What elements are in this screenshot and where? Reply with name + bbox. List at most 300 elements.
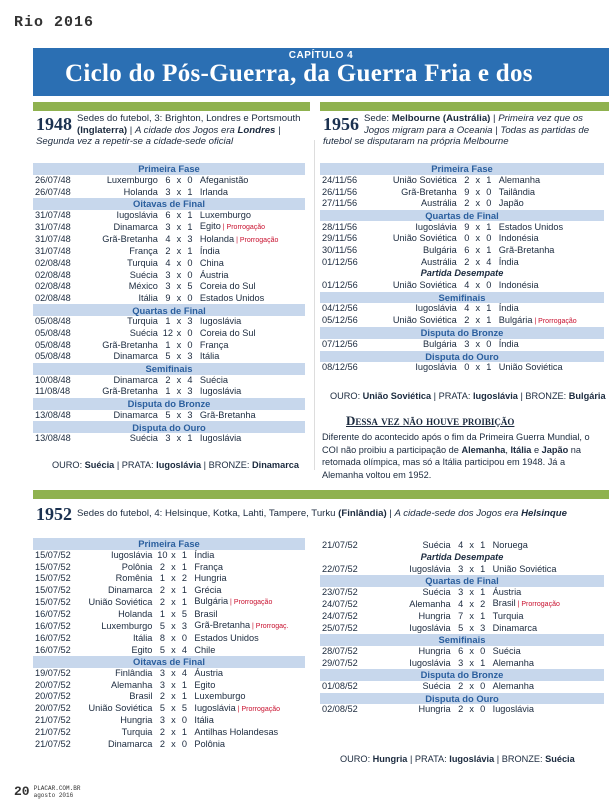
extra-time-note: | Prorrogaç. (250, 623, 289, 631)
away-team: Coreia do Sul (199, 328, 256, 339)
match-date: 13/08/48 (35, 409, 71, 420)
away-team: Noruega (492, 540, 528, 551)
match-date: 11/08/48 (35, 386, 71, 397)
home-score: 2 (159, 561, 165, 572)
match-row (320, 611, 604, 623)
away-score: 5 (181, 703, 187, 714)
away-score: 0 (486, 186, 492, 197)
home-team: Romênia (115, 573, 153, 584)
away-team: Tailândia (498, 186, 536, 197)
phase-header (320, 351, 604, 363)
home-team: União Soviética (88, 703, 153, 714)
away-score: 1 (480, 586, 486, 597)
match-row (320, 646, 604, 658)
phase-title: Oitavas de Final (33, 198, 305, 210)
away-team: Grã-Bretanha | Prorrogaç. (194, 620, 289, 631)
home-score: 2 (165, 374, 171, 385)
home-team: Grã-Bretanha (102, 339, 158, 350)
away-score: 3 (187, 316, 193, 327)
score-separator: x (171, 561, 176, 572)
away-team: Iugoslávia (199, 316, 242, 327)
home-score: 8 (159, 632, 165, 643)
away-score: 0 (181, 632, 187, 643)
phase-title: Primeira Fase (33, 538, 305, 550)
away-team: Dinamarca (492, 622, 538, 633)
home-team: Holanda (123, 186, 158, 197)
home-team: México (128, 281, 158, 292)
score-separator: x (176, 328, 182, 339)
score-separator: x (475, 233, 481, 244)
home-team: Finlândia (115, 667, 153, 678)
away-score: 1 (480, 657, 486, 668)
home-score: 1 (159, 608, 165, 619)
away-team: Itália (199, 351, 220, 362)
away-team: Irlanda (199, 186, 228, 197)
away-score: 0 (480, 704, 486, 715)
home-team: União Soviética (88, 596, 153, 607)
away-score: 1 (486, 245, 492, 255)
phase-header (320, 575, 604, 587)
match-row (33, 550, 305, 562)
home-score: 3 (458, 657, 464, 668)
home-score: 3 (165, 433, 171, 444)
away-score: 1 (480, 610, 486, 621)
home-score: 5 (165, 351, 171, 362)
score-separator: x (469, 681, 474, 692)
match-date: 05/08/48 (35, 339, 71, 350)
match-row (320, 362, 604, 374)
away-score: 1 (486, 303, 492, 314)
match-row (320, 280, 604, 292)
page-number: 20 (14, 784, 30, 799)
score-separator: x (475, 303, 481, 314)
away-score: 0 (480, 645, 486, 656)
home-score: 2 (464, 174, 470, 185)
away-score: 1 (181, 584, 187, 595)
away-team: Luxemburgo (199, 209, 251, 220)
home-team: Suécia (129, 433, 158, 444)
match-row (33, 644, 305, 656)
match-date: 13/08/48 (35, 433, 71, 444)
phase-title: Disputa do Bronze (33, 398, 305, 410)
score-separator: x (176, 339, 182, 350)
away-score: 1 (187, 246, 193, 257)
home-team: Suécia (422, 586, 451, 597)
match-row (33, 269, 305, 281)
home-score: 1 (159, 573, 165, 584)
score-separator: x (475, 198, 481, 209)
away-team: Indonésia (498, 280, 539, 291)
phase-title: Disputa do Bronze (320, 669, 604, 681)
score-separator: x (469, 704, 474, 715)
home-team: Grã-Bretanha (102, 386, 158, 397)
match-date: 29/11/56 (322, 233, 358, 244)
home-team: Alemanha (409, 598, 451, 609)
header-1956 (323, 113, 606, 155)
match-date: 05/08/48 (35, 316, 71, 327)
results-1952-left (33, 538, 305, 750)
score-separator: x (469, 563, 474, 574)
away-team: Iugoslávia (199, 386, 242, 397)
home-score: 0 (464, 233, 470, 244)
phase-header (33, 163, 305, 175)
phase-header (33, 656, 305, 668)
match-row (33, 351, 305, 363)
phase-header (320, 210, 604, 222)
home-team: Grã-Bretanha (102, 234, 158, 245)
away-score: 0 (486, 339, 492, 350)
match-row (33, 316, 305, 328)
phase-title: Disputa do Ouro (33, 421, 305, 433)
home-score: 2 (464, 256, 470, 267)
away-score: 3 (480, 622, 486, 633)
away-score: 1 (480, 563, 486, 574)
score-separator: x (176, 351, 182, 362)
match-date: 10/08/48 (35, 374, 71, 385)
home-team: Bulgária (423, 339, 457, 350)
match-date: 28/11/56 (322, 221, 358, 232)
match-row (33, 739, 305, 751)
away-team: Estados Unidos (498, 221, 564, 232)
home-score: 2 (464, 198, 470, 209)
away-team: Hungria (194, 573, 227, 584)
away-score: 1 (187, 221, 193, 232)
score-separator: x (176, 269, 182, 280)
match-date: 02/08/48 (35, 281, 71, 292)
match-row (320, 186, 604, 198)
match-date: 01/12/56 (322, 280, 358, 291)
match-date: 21/07/52 (35, 738, 71, 749)
desc-1956: Sede: Melbourne (Austrália) | Primeira vez que os Jogos migram para a Oceania | Todas as partidas de futebol se disputaram na própria Melbourne (323, 113, 590, 148)
match-row (33, 210, 305, 222)
away-team: China (199, 257, 224, 268)
home-score: 5 (159, 703, 165, 714)
away-team: Áustria (194, 667, 223, 678)
phase-title: Semifinais (33, 363, 305, 375)
phase-header (33, 398, 305, 410)
home-team: Dinamarca (107, 738, 153, 749)
home-team: União Soviética (392, 315, 457, 326)
match-date: 01/12/56 (322, 256, 358, 267)
score-separator: x (171, 549, 176, 560)
home-team: Grã-Bretanha (401, 186, 457, 197)
match-row (33, 340, 305, 352)
home-team: Dinamarca (113, 221, 158, 232)
away-score: 0 (187, 292, 193, 303)
away-score: 0 (181, 715, 187, 726)
match-date: 04/12/56 (322, 303, 358, 314)
home-team: Iugoslávia (409, 622, 451, 633)
section-divider-1952 (33, 490, 609, 499)
match-row (320, 303, 604, 315)
phase-title: Partida Desempate (320, 268, 604, 280)
match-row (33, 410, 305, 422)
score-separator: x (475, 186, 481, 197)
footer-info: PLACAR.COM.BR agosto 2016 (33, 784, 81, 799)
away-score: 3 (181, 620, 187, 631)
match-row (320, 175, 604, 187)
home-score: 3 (165, 221, 171, 232)
phase-header (33, 198, 305, 210)
home-team: Austrália (421, 256, 457, 267)
home-score: 5 (159, 620, 165, 631)
away-team: Índia (498, 256, 519, 267)
chapter-label: CAPÍTULO 4 (288, 50, 354, 61)
home-team: França (129, 246, 158, 257)
home-team: Brasil (129, 691, 153, 702)
match-row (33, 186, 305, 198)
phase-title: Semifinais (320, 634, 604, 646)
home-score: 3 (464, 339, 470, 350)
match-row (33, 175, 305, 187)
away-team: Suécia (199, 374, 228, 385)
home-score: 3 (159, 679, 165, 690)
phase-title: Primeira Fase (33, 163, 305, 175)
score-separator: x (475, 174, 481, 185)
home-team: Iugoslávia (415, 221, 457, 232)
away-score: 0 (187, 339, 193, 350)
extra-time-note: | Prorrogação (220, 224, 266, 232)
phase-header (320, 693, 604, 705)
score-separator: x (171, 738, 176, 749)
medals-1952: OURO: Hungria | PRATA: Iugoslávia | BRONZE: Suécia (340, 754, 575, 764)
match-date: 23/07/52 (322, 586, 358, 597)
match-row (320, 681, 604, 693)
away-score: 0 (187, 328, 193, 339)
score-separator: x (475, 362, 481, 373)
extra-time-note: | Prorrogação (228, 599, 273, 607)
away-team: Grã-Bretanha (199, 409, 256, 420)
match-row (320, 598, 604, 610)
away-score: 0 (480, 681, 486, 692)
phase-header (320, 163, 604, 175)
away-team: França (199, 339, 229, 350)
match-row (33, 691, 305, 703)
home-team: Iugoslávia (409, 657, 451, 668)
match-row (33, 561, 305, 573)
home-team: Suécia (422, 681, 451, 692)
away-score: 0 (187, 269, 193, 280)
match-date: 16/07/52 (35, 620, 71, 631)
magazine-header: Rio 2016 (14, 14, 95, 31)
header-1952 (36, 503, 606, 525)
match-row (320, 198, 604, 210)
score-separator: x (475, 256, 481, 267)
year-1952: 1952 (36, 504, 72, 524)
match-date: 16/07/52 (35, 644, 71, 655)
phase-header (320, 552, 604, 564)
results-1948 (33, 163, 305, 445)
away-score: 3 (187, 386, 193, 397)
home-score: 2 (159, 727, 165, 738)
away-team: Iugoslávia (199, 433, 242, 444)
match-date: 02/08/48 (35, 292, 71, 303)
away-score: 3 (187, 351, 193, 362)
match-row (33, 281, 305, 293)
match-date: 26/07/48 (35, 174, 71, 185)
phase-title: Semifinais (320, 292, 604, 304)
home-team: Turquia (127, 316, 158, 327)
home-score: 9 (464, 186, 470, 197)
score-separator: x (469, 540, 474, 551)
away-score: 0 (486, 198, 492, 209)
match-row (320, 622, 604, 634)
page-footer (14, 784, 80, 799)
away-team: Áustria (199, 269, 229, 280)
desc-1948: Sedes do futebol, 3: Brighton, Londres e Portsmouth (Inglaterra) | A cidade dos Jogos era Londres | Segunda vez a repetir-se a cidade-sede oficial (36, 113, 301, 148)
away-score: 4 (181, 644, 187, 655)
match-date: 30/11/56 (322, 245, 358, 255)
score-separator: x (171, 703, 176, 714)
match-date: 20/07/52 (35, 703, 71, 714)
score-separator: x (171, 679, 176, 690)
away-score: 0 (187, 257, 193, 268)
match-date: 05/12/56 (322, 315, 358, 326)
home-team: Hungria (120, 715, 153, 726)
home-team: Dinamarca (113, 409, 158, 420)
match-row (33, 246, 305, 258)
match-date: 24/07/52 (322, 610, 358, 621)
away-score: 1 (187, 186, 193, 197)
away-score: 1 (181, 679, 187, 690)
home-team: União Soviética (392, 233, 457, 244)
away-team: Suécia (492, 645, 521, 656)
away-team: Egito (194, 679, 216, 690)
score-separator: x (176, 316, 182, 327)
score-separator: x (469, 598, 474, 609)
score-separator: x (171, 608, 176, 619)
chapter-title: Ciclo do Pós-Guerra, da Guerra Fria e dos (65, 60, 533, 87)
score-separator: x (469, 645, 474, 656)
home-team: Dinamarca (113, 351, 158, 362)
away-score: 1 (187, 209, 193, 220)
medals-1956: OURO: União Soviética | PRATA: Iugoslávia | BRONZE: Bulgária (330, 391, 606, 401)
home-team: União Soviética (392, 174, 457, 185)
match-date: 07/12/56 (322, 339, 358, 350)
away-team: Chile (194, 644, 216, 655)
match-date: 05/08/48 (35, 351, 71, 362)
match-row (320, 563, 604, 575)
home-score: 2 (464, 315, 470, 326)
section-divider-1956 (320, 102, 609, 111)
away-team: Itália (194, 715, 214, 726)
away-team: União Soviética (498, 362, 563, 373)
home-score: 6 (165, 174, 171, 185)
match-date: 20/07/52 (35, 679, 71, 690)
score-separator: x (176, 386, 182, 397)
match-row (33, 633, 305, 645)
away-team: Iugoslávia (492, 704, 535, 715)
home-team: Alemanha (111, 679, 153, 690)
home-team: Dinamarca (107, 584, 153, 595)
home-score: 4 (165, 257, 171, 268)
home-team: Itália (138, 292, 158, 303)
home-team: Dinamarca (113, 374, 158, 385)
score-separator: x (176, 281, 182, 292)
home-team: Luxemburgo (101, 620, 153, 631)
home-team: Suécia (129, 328, 158, 339)
match-date: 05/08/48 (35, 328, 71, 339)
away-team: Afeganistão (199, 174, 249, 185)
away-team: Estados Unidos (199, 292, 265, 303)
home-score: 6 (464, 245, 470, 255)
desc-1952: Sedes do futebol, 4: Helsinque, Kotka, Lahti, Tampere, Turku (Finlândia) | A cidade-sede dos Jogos era Helsinque (77, 508, 567, 519)
home-score: 2 (159, 738, 165, 749)
home-team: Holanda (118, 608, 153, 619)
home-score: 1 (165, 386, 171, 397)
extra-time-note: | Prorrogação (235, 705, 280, 713)
match-date: 02/08/52 (322, 704, 358, 715)
phase-header (320, 634, 604, 646)
home-team: Iugoslávia (409, 563, 451, 574)
home-team: União Soviética (392, 280, 457, 291)
match-date: 24/11/56 (322, 174, 358, 185)
away-score: 1 (181, 549, 187, 560)
match-date: 31/07/48 (35, 221, 71, 232)
away-team: Brasil | Prorrogação (492, 598, 560, 609)
away-team: Indonésia (498, 233, 539, 244)
home-team: Hungria (418, 704, 451, 715)
phase-header (33, 421, 305, 433)
match-date: 24/07/52 (322, 598, 358, 609)
home-team: Turquia (121, 727, 153, 738)
phase-header (320, 268, 604, 280)
home-score: 6 (458, 645, 464, 656)
away-team: União Soviética (492, 563, 557, 574)
score-separator: x (176, 409, 182, 420)
score-separator: x (176, 221, 182, 232)
home-score: 3 (165, 281, 171, 292)
away-team: Áustria (492, 586, 522, 597)
match-date: 28/07/52 (322, 645, 358, 656)
section-divider-1948 (33, 102, 310, 111)
chapter-banner (33, 48, 609, 96)
match-date: 15/07/52 (35, 549, 71, 560)
away-team: Índia (498, 303, 519, 314)
match-row (320, 315, 604, 327)
home-score: 3 (165, 186, 171, 197)
score-separator: x (475, 339, 481, 350)
extra-time-note: | Prorrogação (515, 601, 560, 609)
match-date: 27/11/56 (322, 198, 358, 209)
match-date: 22/07/52 (322, 563, 358, 574)
match-date: 29/07/52 (322, 657, 358, 668)
match-date: 31/07/48 (35, 234, 71, 245)
home-score: 3 (165, 269, 171, 280)
score-separator: x (176, 246, 182, 257)
away-score: 5 (187, 281, 193, 292)
away-team: Polônia (194, 738, 226, 749)
away-team: Antilhas Holandesas (194, 727, 279, 738)
score-separator: x (176, 186, 182, 197)
score-separator: x (469, 586, 474, 597)
match-row (320, 657, 604, 669)
away-score: 2 (480, 598, 486, 609)
phase-header (320, 292, 604, 304)
away-score: 4 (187, 374, 193, 385)
phase-title: Oitavas de Final (33, 656, 305, 668)
away-team: Grã-Bretanha (498, 245, 555, 255)
phase-title: Disputa do Ouro (320, 693, 604, 705)
score-separator: x (475, 315, 481, 326)
home-team: Hungria (418, 610, 451, 621)
away-team: Luxemburgo (194, 691, 246, 702)
home-score: 0 (464, 362, 470, 373)
away-team: Estados Unidos (194, 632, 259, 643)
match-date: 19/07/52 (35, 667, 71, 678)
match-row (33, 375, 305, 387)
score-separator: x (176, 292, 182, 303)
